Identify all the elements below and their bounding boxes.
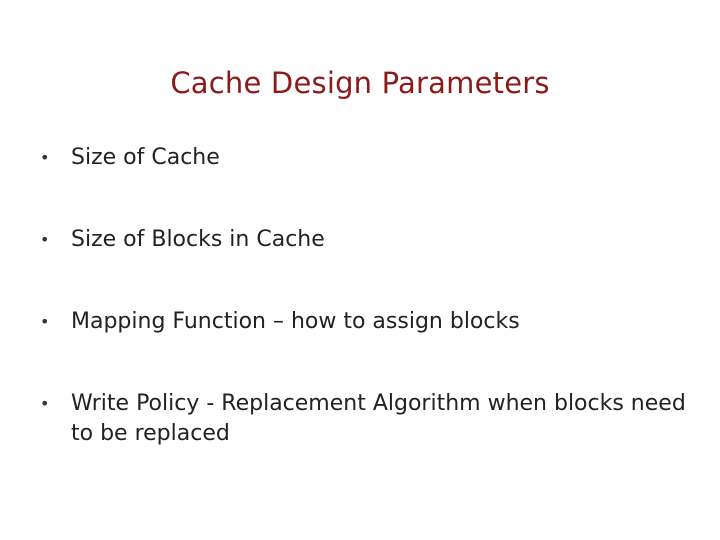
bullet-text: Size of Blocks in Cache xyxy=(71,227,325,252)
bullet-text: Mapping Function – how to assign blocks xyxy=(71,309,520,334)
bullet-dot-icon: • xyxy=(40,312,50,331)
slide-title: Cache Design Parameters xyxy=(170,66,550,101)
bullet-text: Size of Cache xyxy=(71,145,220,170)
bullet-item xyxy=(40,389,700,449)
bullet-dot-icon: • xyxy=(40,148,50,167)
bullet-item xyxy=(40,143,700,173)
bullet-dot-icon: • xyxy=(40,230,50,249)
bullet-item xyxy=(40,307,700,337)
bullet-text: Write Policy - Replacement Algorithm when blocks need to be replaced xyxy=(71,391,686,446)
bullet-dot-icon: • xyxy=(40,394,50,413)
bullet-list xyxy=(40,143,700,449)
bullet-item xyxy=(40,225,700,255)
